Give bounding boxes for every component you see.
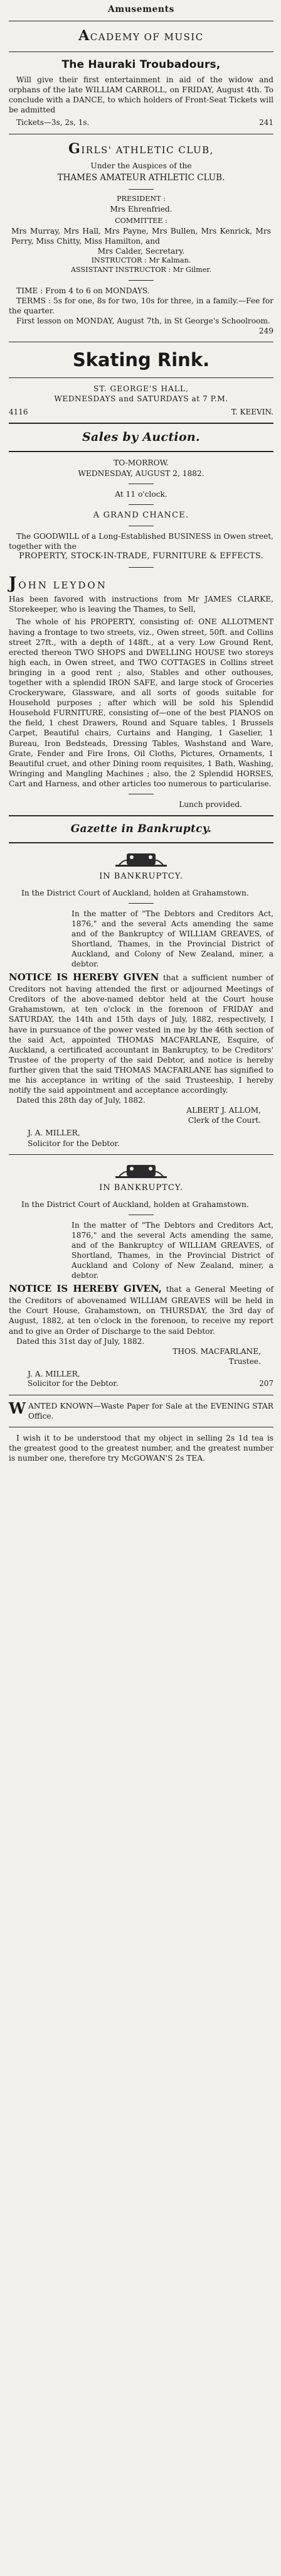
grand-chance: A GRAND CHANCE.: [93, 510, 189, 520]
property-text: PROPERTY, STOCK-IN-TRADE, FURNITURE & EFFECTS.: [19, 551, 263, 561]
signatory-title: Clerk of the Court.: [188, 1116, 261, 1125]
solicitor-row: [9, 1379, 273, 1389]
president-name: Mrs Ehrenfried.: [110, 204, 172, 214]
girls-club-name: THAMES AMATEUR ATHLETIC CLUB.: [57, 173, 225, 183]
president-label: PRESIDENT :: [117, 195, 166, 203]
sales-by-auction-heading: Sales by Auction.: [82, 430, 200, 445]
academy-drop-letter: A: [78, 28, 90, 45]
tea-notice: I wish it to be understood that my object in selling 2s 1d tea is the greatest good to the greatest number, and the greatest number is number one, therefore try McGOWAN'S 2s TEA.: [9, 1434, 273, 1463]
short-divider: [129, 567, 154, 568]
ad-ref-number: 241: [259, 118, 273, 127]
dated-line: Dated this 31st day of July, 1882.: [16, 1336, 145, 1346]
dated-line: Dated this 28th day of July, 1882.: [16, 1096, 146, 1105]
girls-club-heading-rest: IRLS' ATHLETIC CLUB,: [81, 144, 214, 156]
ad-ref-number: 207: [259, 1379, 273, 1388]
goodwill-text: The GOODWILL of a Long-Established BUSINESS in Owen street, together with the: [9, 531, 273, 551]
solicitor-name: J. A. MILLER,: [28, 1128, 80, 1138]
solicitor-title: Solicitor for the Debtor.: [28, 1379, 119, 1388]
girls-club-heading: [9, 140, 273, 158]
royal-arms-icon: [107, 850, 176, 869]
signatory-title: Trustee.: [228, 1356, 261, 1366]
divider: [9, 377, 273, 378]
short-divider: [129, 189, 154, 190]
auctioneer-name-rest: OHN LEYDON: [18, 579, 107, 591]
amusements-heading: Amusements: [108, 4, 174, 14]
auction-time: At 11 o'clock.: [115, 489, 167, 499]
committee-list: Mrs Murray, Mrs Hall, Mrs Payne, Mrs Bullen, Mrs Kenrick, Mrs Perry, Miss Chitty, Miss Hamilton, and: [11, 226, 271, 246]
signatory-name: THOS. MACFARLANE,: [172, 1346, 261, 1356]
notice-body: [9, 1283, 273, 1336]
auction-date-line2: WEDNESDAY, AUGUST 2, 1882.: [78, 468, 204, 478]
matter-text: In the matter of "The Debtors and Creditors Act, 1876," and the several Acts amending the same, and of the Bankruptcy of WILLIAM GREAVES, of Shortland, Thames, in the Provincial District of Auckland and Colony of New Zealand, miner, a debtor.: [72, 1220, 273, 1280]
auctioneer-name: [9, 573, 273, 594]
divider: [9, 1154, 273, 1155]
club-terms: TERMS : 5s for one, 8s for two, 10s for three, in a family.—Fee for the quarter.: [9, 296, 273, 315]
academy-heading: [9, 27, 273, 45]
notice-body-text: that a sufficient number of Creditors not having attended the first or adjourned Meetings of Creditors of the above-named debtor held at the Court house Grahamstown, at ten o'clock in the forenoon of FRIDAY and SATURDAY, the 14th and 15th days of July, 1882, respectively, I have in pursuance of the power vested in me by the 46th section of the said Act, appointed THOMAS MACFARLANE, Esquire, of Auckland, a certificated accountant in Bankruptcy, to be Creditors' Trustee of the property of the said Debtor, and notice is hereby further given that the said THOMAS MACFARLANE has signified to me his acceptance in writing of the said Trusteeship, I hereby notify the said appointment and acceptance accordingly.: [9, 973, 273, 1095]
bankruptcy-title: IN BANKRUPTCY.: [99, 1182, 183, 1193]
academy-heading-rest: CADEMY OF MUSIC: [90, 31, 204, 43]
wanted-drop-letter: W: [9, 1399, 26, 1417]
court-line: In the District Court of Auckland, holden at Grahamstown.: [21, 888, 249, 897]
auction-instructions: Has been favored with instructions from Mr JAMES CLARKE, Storekeeper, who is leaving the Thames, to Sell,: [9, 595, 273, 614]
girls-club-drop-letter: G: [68, 141, 82, 158]
solicitor-name: J. A. MILLER,: [28, 1369, 80, 1378]
auction-property-list: The whole of his PROPERTY, consisting of: ONE ALLOTMENT having a frontage to two streets, viz., Owen street, 50ft. and Collins street 27ft., with a depth of 148ft., at a very Low Ground Rent, erected thereon TWO SHOPS and DWELLING HOUSE two storeys high each, in Owen street, and TWO COTTAGES in Collins street bringing in a good rent ; also, Stables and other outhouses, together with a splendid IRON SAFE, and large stock of Groceries Crockeryware, Glassware, and all sorts of goods suitable for Household purposes ; after which will be sold his Splendid Household FURNITURE, consisting of—one of the best PIANOS on the field, 1 chest Drawers, Round and Square tables, 1 Brussels Carpet, Beautiful chairs, Curtains and Hanging, 1 Gaselier, 1 Bureau, Iron Bedsteads, Dressing Tables, Washstand and Ware, Grate, Fender and Fire Irons, Oil Cloths, Pictures, Ornaments, 1 Beautiful cruet, and other Dining room requisites, 1 Bath, Washing, Wringing and Mangling Machines ; also, the 2 Splendid HORSES, Cart and Harness, and other articles too numerous to particularise.: [9, 617, 273, 788]
troubadours-title: The Hauraki Troubadours,: [61, 58, 221, 71]
wanted-notice: [9, 1401, 273, 1421]
notice-start: NOTICE IS HEREBY GIVEN: [9, 971, 159, 983]
skating-days: WEDNESDAYS and SATURDAYS at 7 P.M.: [54, 394, 228, 404]
royal-arms-icon: [107, 1161, 176, 1180]
skating-meta-row: [9, 408, 273, 418]
solicitor-title: Solicitor for the Debtor.: [28, 1139, 120, 1148]
skating-rink-title: Skating Rink.: [72, 349, 210, 371]
wanted-text: ANTED KNOWN—Waste Paper for Sale at the EVENING STAR Office.: [28, 1401, 273, 1421]
divider: [9, 423, 273, 424]
skating-hall: ST. GEORGE'S HALL,: [93, 384, 189, 394]
short-divider: [129, 280, 154, 281]
tickets-row: [9, 118, 273, 128]
tickets-price: Tickets—3s, 2s, 1s.: [16, 118, 90, 127]
assistant-instructor-line: ASSISTANT INSTRUCTOR : Mr Gilmer.: [70, 265, 212, 274]
gazette-heading: Gazette in Bankruptcy.: [70, 823, 212, 836]
court-line: In the District Court of Auckland, holden at Grahamstown.: [21, 1199, 249, 1209]
signatory-name: ALBERT J. ALLOM,: [186, 1106, 261, 1115]
notice-start: NOTICE IS HEREBY GIVEN,: [9, 1283, 162, 1295]
secretary-line: Mrs Calder, Secretary.: [97, 246, 185, 256]
first-lesson: First lesson on MONDAY, August 7th, in St George's Schoolroom.: [16, 316, 270, 325]
committee-label: COMMITTEE :: [115, 216, 167, 225]
short-divider: [129, 504, 154, 505]
lunch-provided: Lunch provided.: [179, 800, 242, 809]
ad-ref-number: 4116: [9, 407, 28, 416]
divider: [9, 451, 273, 452]
notice-body-text: that a General Meeting of the Creditors of abovenamed WILLIAM GREAVES will be held in the Court House, Grahamstown, on THURSDAY, the 3rd day of August, 1882, at ten o'clock in the forenoon, to receive my report and to give an Order of Discharge to the said Debtor.: [9, 1285, 274, 1336]
auction-date-line1: TO-MORROW.: [114, 458, 169, 468]
skating-proprietor: T. KEEVIN.: [231, 407, 273, 416]
bankruptcy-title: IN BANKRUPTCY.: [99, 871, 183, 881]
instructor-line: INSTRUCTOR : Mr Kalman.: [91, 256, 191, 265]
matter-text: In the matter of "The Debtors and Creditors Act, 1876," and the several Acts amending the same and of the Bankruptcy of WILLIAM GREAVES, of Shortland, Thames, in the Provincial District of Auckland, and Colony of New Zealand, miner, a debtor.: [72, 909, 273, 969]
girls-club-under: Under the Auspices of the: [90, 161, 192, 171]
notice-body: [9, 971, 273, 1095]
divider: [9, 815, 273, 816]
short-divider: [129, 903, 154, 904]
troubadours-body: Will give their first entertainment in aid of the widow and orphans of the late WILLIAM CARROLL, on FRIDAY, August 4th. To conclude with a DANCE, to which holders of Front-Seat Tickets will be admitted: [9, 75, 273, 115]
divider: [9, 842, 273, 843]
club-time: TIME : From 4 to 6 on MONDAYS.: [16, 286, 150, 295]
ad-ref-number: 249: [258, 326, 273, 335]
divider: [9, 51, 273, 52]
auctioneer-drop-letter: J: [9, 573, 19, 593]
